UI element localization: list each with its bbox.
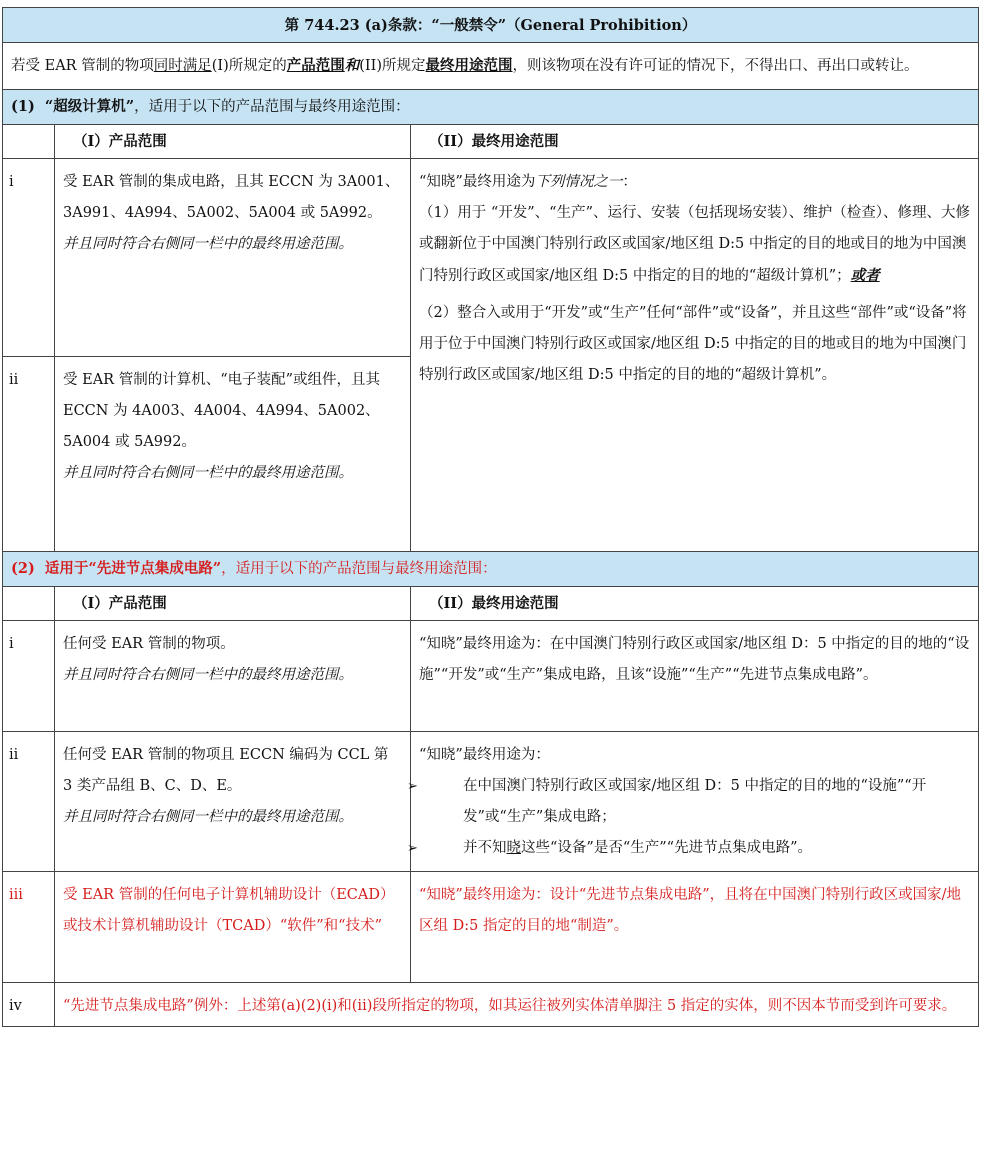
enduse-intro-colon: ： xyxy=(622,174,637,190)
product-text: 受 EAR 管制的集成电路，且其 ECCN 为 3A001、3A991、4A994、5A002、5A004 或 5A992。 xyxy=(63,174,400,221)
section-2-header-row xyxy=(3,552,979,587)
arrow-bullet-icon: ➢ xyxy=(407,841,418,856)
row-number: ii xyxy=(3,357,55,552)
section-1-column-headers xyxy=(3,125,979,159)
header-enduse-scope: （II）最终用途范围 xyxy=(411,125,979,159)
enduse-item-2: （2）整合入或用于“开发”或“生产”任何“部件”或“设备”，并且这些“部件”或“设备”将用于位于中国澳门特别行政区或国家/地区组 D:5 中指定的目的地或目的地为中国澳门特别行政区或国家/地区组 D:5 中指定的目的地的“超级计算机”。 xyxy=(419,305,967,383)
intro-underlined-text: 同时满足 xyxy=(153,58,212,74)
section-subtitle: ，适用于以下的产品范围与最终用途范围： xyxy=(134,99,410,115)
product-text: 任何受 EAR 管制的物项。 xyxy=(63,636,235,652)
row-number: iv xyxy=(3,983,55,1027)
row-number: i xyxy=(3,159,55,357)
enduse-intro-italic: 下列情况之一 xyxy=(535,174,623,190)
enduse-bullet-2 xyxy=(407,833,970,864)
section-number: (2) xyxy=(11,560,35,577)
product-condition: 并且同时符合右侧同一栏中的最终用途范围。 xyxy=(63,667,353,683)
exception-note: “先进节点集成电路”例外：上述第(a)(2)(i)和(ii)段所指定的物项，如其运往被列实体清单脚注 5 指定的实体，则不因本节而受到许可要求。 xyxy=(55,983,979,1027)
table-title: 第 744.23 (a)条款：“一般禁令”（General Prohibition） xyxy=(3,8,979,43)
product-text: 受 EAR 管制的计算机、“电子装配”或组件，且其 ECCN 为 4A003、4A004、4A994、5A002、5A004 或 5A992。 xyxy=(63,372,381,450)
blank-cell xyxy=(3,125,55,159)
enduse-intro: “知晓”最终用途为： xyxy=(419,747,550,763)
section-1-row-i xyxy=(3,159,979,357)
product-scope-cell xyxy=(55,159,411,357)
intro-and: 和 xyxy=(344,57,360,74)
bullet-text: 并不知 xyxy=(463,840,507,856)
section-number: (1) xyxy=(11,98,35,115)
intro-enduse-scope: 最终用途范围 xyxy=(425,57,513,74)
section-title: 适用于“先进节点集成电路” xyxy=(44,560,222,577)
arrow-bullet-icon: ➢ xyxy=(407,779,418,794)
row-number: ii xyxy=(3,732,55,872)
bullet-text: 在中国澳门特别行政区或国家/地区组 D：5 中指定的目的地的“设施”“开发”或“生产”集成电路； xyxy=(463,778,927,825)
section-2-row-iii xyxy=(3,872,979,983)
general-prohibition-table xyxy=(2,7,979,1027)
product-scope-cell: 受 EAR 管制的任何电子计算机辅助设计（ECAD）或技术计算机辅助设计（TCAD）“软件”和“技术” xyxy=(55,872,411,983)
intro-text: (II)所规定 xyxy=(359,58,426,74)
enduse-scope-cell xyxy=(411,159,979,552)
product-condition: 并且同时符合右侧同一栏中的最终用途范围。 xyxy=(63,465,353,481)
intro-text: 若受 EAR 管制的物项 xyxy=(11,58,154,74)
section-2-row-iv xyxy=(3,983,979,1027)
section-2-row-i xyxy=(3,621,979,732)
section-2-row-ii xyxy=(3,732,979,872)
intro-paragraph xyxy=(3,43,979,90)
intro-row xyxy=(3,43,979,90)
header-product-scope: （I）产品范围 xyxy=(55,587,411,621)
bullet-text: 这些“设备”是否“生产”“先进节点集成电路”。 xyxy=(521,840,812,856)
enduse-intro-text: “知晓”最终用途为 xyxy=(419,174,536,190)
enduse-item-1 xyxy=(419,198,970,292)
header-product-scope: （I）产品范围 xyxy=(55,125,411,159)
header-enduse-scope: （II）最终用途范围 xyxy=(411,587,979,621)
title-row xyxy=(3,8,979,43)
row-number: iii xyxy=(3,872,55,983)
enduse-scope-cell: “知晓”最终用途为：设计“先进节点集成电路”，且将在中国澳门特别行政区或国家/地区组 D:5 指定的目的地“制造”。 xyxy=(411,872,979,983)
enduse-bullet-1 xyxy=(407,771,970,833)
enduse-item-1-text: （1）用于 “开发”、“生产”、运行、安装（包括现场安装）、维护（检查）、修理、大修或翻新位于中国澳门特别行政区或国家/地区组 D:5 中指定的目的地或目的地为中国澳门特别行政区或国家/地区组 D:5 中指定的目的地的“超级计算机”； xyxy=(419,205,970,284)
enduse-or: 或者 xyxy=(850,267,880,284)
product-scope-cell xyxy=(55,621,411,732)
product-text: 任何受 EAR 管制的物项且 ECCN 编码为 CCL 第 3 类产品组 B、C、D、E。 xyxy=(63,747,389,794)
product-scope-cell xyxy=(55,732,411,872)
section-1-header-row xyxy=(3,90,979,125)
intro-text: (I)所规定的 xyxy=(211,58,287,74)
enduse-intro xyxy=(419,167,970,198)
enduse-scope-cell xyxy=(407,732,979,872)
section-2-label xyxy=(3,552,979,587)
section-2-column-headers xyxy=(3,587,979,621)
product-condition: 并且同时符合右侧同一栏中的最终用途范围。 xyxy=(63,809,353,825)
blank-cell xyxy=(3,587,55,621)
section-1-label xyxy=(3,90,979,125)
section-subtitle: ，适用于以下的产品范围与最终用途范围： xyxy=(221,561,497,577)
product-condition: 并且同时符合右侧同一栏中的最终用途范围。 xyxy=(63,236,353,252)
intro-product-scope: 产品范围 xyxy=(286,57,345,74)
bullet-underlined: 晓 xyxy=(506,840,521,856)
intro-text: ，则该物项在没有许可证的情况下，不得出口、再出口或转让。 xyxy=(512,58,919,74)
section-title: “超级计算机” xyxy=(44,98,135,115)
row-number: i xyxy=(3,621,55,732)
enduse-scope-cell: “知晓”最终用途为：在中国澳门特别行政区或国家/地区组 D：5 中指定的目的地的“设施”“开发”或“生产”集成电路，且该“设施”“生产”“先进节点集成电路”。 xyxy=(411,621,979,732)
product-scope-cell xyxy=(55,357,411,552)
